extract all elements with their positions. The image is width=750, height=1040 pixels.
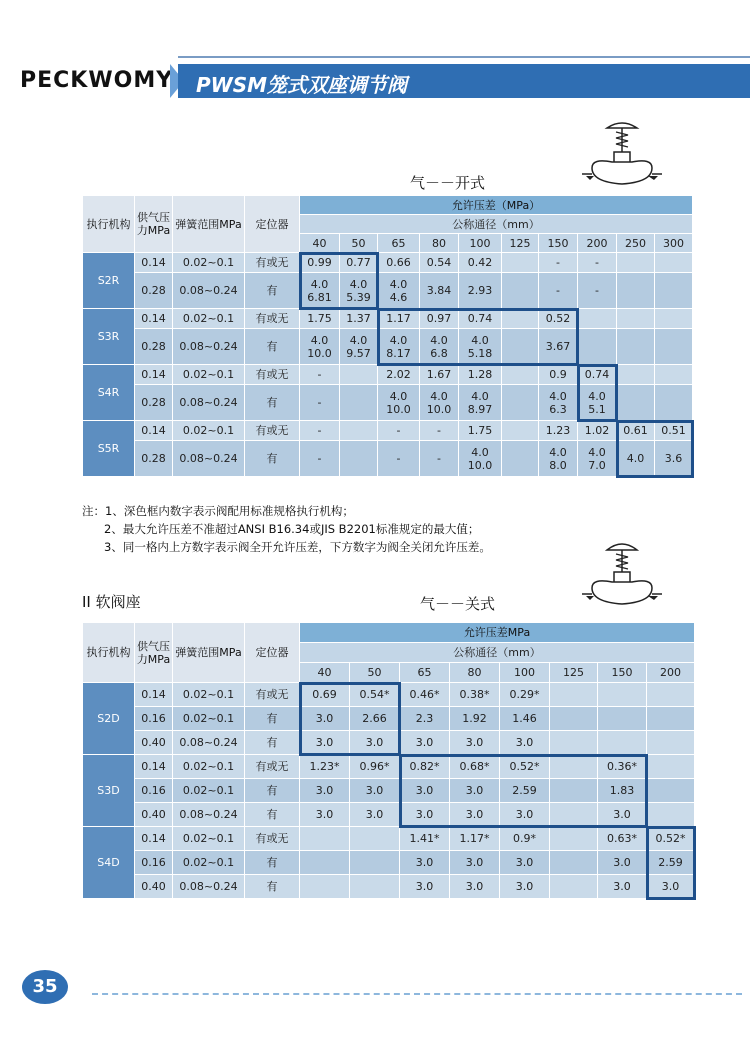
- row-supply: 0.16: [135, 851, 173, 875]
- value-cell: [340, 421, 378, 441]
- row-supply: 0.14: [135, 365, 173, 385]
- header-diameter: 公称通径（mm）: [300, 643, 695, 663]
- diameter-cell: 250: [617, 234, 655, 253]
- value-cell: 1.83: [598, 779, 647, 803]
- row-supply: 0.14: [135, 309, 173, 329]
- table-row: [83, 421, 693, 441]
- value-cell: [550, 827, 598, 851]
- value-cell: 0.9*: [500, 827, 550, 851]
- value-cell: 3.0: [647, 875, 695, 899]
- table-row: [83, 779, 695, 803]
- row-supply: 0.14: [135, 827, 173, 851]
- value-cell: [598, 731, 647, 755]
- diameter-cell: 125: [550, 663, 598, 683]
- note-3: 3、同一格内上方数字表示阀全开允许压差，下方数字为阀全关闭允许压差。: [104, 540, 491, 554]
- diameter-cell: 100: [459, 234, 502, 253]
- row-supply: 0.14: [135, 421, 173, 441]
- value-cell: [502, 329, 539, 365]
- value-cell: [502, 273, 539, 309]
- value-cell: [550, 731, 598, 755]
- value-cell: [617, 309, 655, 329]
- value-cell: [647, 731, 695, 755]
- row-supply: 0.14: [135, 755, 173, 779]
- table-row: [83, 875, 695, 899]
- diameter-cell: 80: [450, 663, 500, 683]
- diameter-cell: 300: [655, 234, 693, 253]
- header-supply: 供气压力MPa: [135, 623, 173, 683]
- table-row: [83, 253, 693, 273]
- row-pos: 有或无: [245, 827, 300, 851]
- value-cell: [647, 779, 695, 803]
- row-spring: 0.02~0.1: [173, 707, 245, 731]
- row-supply: 0.28: [135, 441, 173, 477]
- row-supply: 0.14: [135, 253, 173, 273]
- valve-icon: [582, 538, 662, 616]
- notes: [82, 502, 491, 556]
- value-cell: 0.54: [420, 253, 459, 273]
- row-pos: 有: [245, 779, 300, 803]
- value-cell: 0.9: [539, 365, 578, 385]
- row-pos: 有或无: [245, 365, 300, 385]
- row-spring: 0.08~0.24: [173, 803, 245, 827]
- value-cell: 1.02: [578, 421, 617, 441]
- value-cell: 1.92: [450, 707, 500, 731]
- table1: [82, 195, 693, 477]
- value-cell: 4.0 10.0: [378, 385, 420, 421]
- value-cell: 3.0: [300, 731, 350, 755]
- value-cell: 1.28: [459, 365, 502, 385]
- value-cell: 3.0: [598, 803, 647, 827]
- page-title: PWSM笼式双座调节阀: [196, 73, 408, 97]
- value-cell: [350, 875, 400, 899]
- row-spring: 0.02~0.1: [173, 827, 245, 851]
- table-row: [83, 329, 693, 365]
- value-cell: [647, 755, 695, 779]
- value-cell: -: [539, 273, 578, 309]
- value-cell: 3.0: [350, 731, 400, 755]
- value-cell: 1.17: [378, 309, 420, 329]
- value-cell: 3.0: [598, 851, 647, 875]
- diameter-cell: 100: [500, 663, 550, 683]
- value-cell: 3.84: [420, 273, 459, 309]
- table-row: [83, 803, 695, 827]
- value-cell: 3.0: [400, 851, 450, 875]
- value-cell: [350, 827, 400, 851]
- diameter-cell: 50: [350, 663, 400, 683]
- value-cell: 0.42: [459, 253, 502, 273]
- row-supply: 0.28: [135, 385, 173, 421]
- value-cell: 0.61: [617, 421, 655, 441]
- diameter-cell: 80: [420, 234, 459, 253]
- row-supply: 0.14: [135, 683, 173, 707]
- value-cell: 0.52: [539, 309, 578, 329]
- actuator-label: S4D: [83, 827, 135, 899]
- value-cell: 3.0: [500, 731, 550, 755]
- value-cell: [617, 385, 655, 421]
- value-cell: [598, 683, 647, 707]
- value-cell: 0.68*: [450, 755, 500, 779]
- diameter-cell: 150: [598, 663, 647, 683]
- value-cell: [655, 329, 693, 365]
- value-cell: 0.36*: [598, 755, 647, 779]
- value-cell: 1.75: [459, 421, 502, 441]
- value-cell: 1.46: [500, 707, 550, 731]
- table1-caption: 气－－开式: [410, 174, 486, 192]
- row-pos: 有: [245, 329, 300, 365]
- diameter-cell: 40: [300, 234, 340, 253]
- value-cell: [502, 441, 539, 477]
- value-cell: 3.6: [655, 441, 693, 477]
- value-cell: 4.0 6.81: [300, 273, 340, 309]
- value-cell: 1.23*: [300, 755, 350, 779]
- row-pos: 有: [245, 707, 300, 731]
- table-row: [83, 441, 693, 477]
- header-rule: [178, 56, 750, 58]
- row-spring: 0.08~0.24: [173, 273, 245, 309]
- row-supply: 0.28: [135, 273, 173, 309]
- value-cell: -: [300, 365, 340, 385]
- header-actuator: 执行机构: [83, 623, 135, 683]
- value-cell: 4.0 7.0: [578, 441, 617, 477]
- row-supply: 0.40: [135, 803, 173, 827]
- value-cell: 0.74: [578, 365, 617, 385]
- row-pos: 有: [245, 875, 300, 899]
- diameter-cell: 150: [539, 234, 578, 253]
- diameter-cell: 40: [300, 663, 350, 683]
- header-positioner: 定位器: [245, 623, 300, 683]
- value-cell: 3.0: [350, 779, 400, 803]
- value-cell: [655, 365, 693, 385]
- header-supply: 供气压力MPa: [135, 196, 173, 253]
- row-pos: 有: [245, 385, 300, 421]
- row-pos: 有或无: [245, 421, 300, 441]
- row-supply: 0.40: [135, 731, 173, 755]
- value-cell: [550, 683, 598, 707]
- value-cell: 1.37: [340, 309, 378, 329]
- row-spring: 0.02~0.1: [173, 309, 245, 329]
- value-cell: 0.97: [420, 309, 459, 329]
- value-cell: 4.0 4.6: [378, 273, 420, 309]
- value-cell: 4.0 10.0: [300, 329, 340, 365]
- value-cell: [502, 421, 539, 441]
- table-row: [83, 851, 695, 875]
- diameter-cell: 125: [502, 234, 539, 253]
- table-row: [83, 683, 695, 707]
- row-supply: 0.16: [135, 779, 173, 803]
- value-cell: [647, 707, 695, 731]
- value-cell: [550, 779, 598, 803]
- value-cell: [617, 365, 655, 385]
- note-2: 2、最大允许压差不准超过ANSI B16.34或JIS B2201标准规定的最大值；: [104, 522, 480, 536]
- row-pos: 有: [245, 273, 300, 309]
- value-cell: 4.0 8.17: [378, 329, 420, 365]
- table-row: [83, 365, 693, 385]
- table-row: [83, 755, 695, 779]
- value-cell: -: [539, 253, 578, 273]
- header-actuator: 执行机构: [83, 196, 135, 253]
- value-cell: 3.67: [539, 329, 578, 365]
- value-cell: [502, 365, 539, 385]
- value-cell: -: [378, 441, 420, 477]
- value-cell: [655, 253, 693, 273]
- value-cell: [647, 683, 695, 707]
- value-cell: 0.46*: [400, 683, 450, 707]
- value-cell: -: [578, 273, 617, 309]
- table-row: [83, 273, 693, 309]
- value-cell: 2.3: [400, 707, 450, 731]
- header-positioner: 定位器: [245, 196, 300, 253]
- value-cell: 2.59: [500, 779, 550, 803]
- value-cell: 3.0: [350, 803, 400, 827]
- row-supply: 0.40: [135, 875, 173, 899]
- table-row: [83, 707, 695, 731]
- value-cell: 0.54*: [350, 683, 400, 707]
- actuator-label: S2D: [83, 683, 135, 755]
- value-cell: 3.0: [450, 779, 500, 803]
- row-spring: 0.08~0.24: [173, 385, 245, 421]
- diameter-cell: 200: [647, 663, 695, 683]
- value-cell: -: [300, 385, 340, 421]
- header-spring: 弹簧范围MPa: [173, 623, 245, 683]
- table2-caption: 气－－关式: [420, 595, 496, 613]
- note-1: 注：1、深色框内数字表示阀配用标准规格执行机构；: [82, 504, 354, 518]
- value-cell: 2.02: [378, 365, 420, 385]
- row-pos: 有或无: [245, 683, 300, 707]
- value-cell: [300, 827, 350, 851]
- value-cell: -: [578, 253, 617, 273]
- value-cell: 2.59: [647, 851, 695, 875]
- section-label: II 软阀座: [82, 593, 141, 611]
- actuator-label: S2R: [83, 253, 135, 309]
- row-spring: 0.08~0.24: [173, 875, 245, 899]
- page-number: 35: [22, 970, 68, 1004]
- diameter-cell: 200: [578, 234, 617, 253]
- row-spring: 0.08~0.24: [173, 731, 245, 755]
- row-pos: 有或无: [245, 755, 300, 779]
- value-cell: [655, 309, 693, 329]
- value-cell: [550, 803, 598, 827]
- value-cell: [647, 803, 695, 827]
- value-cell: [502, 385, 539, 421]
- row-spring: 0.02~0.1: [173, 755, 245, 779]
- value-cell: 0.66: [378, 253, 420, 273]
- value-cell: 4.0 5.18: [459, 329, 502, 365]
- value-cell: 4.0: [617, 441, 655, 477]
- row-spring: 0.02~0.1: [173, 253, 245, 273]
- diameter-cell: 65: [400, 663, 450, 683]
- value-cell: 3.0: [400, 875, 450, 899]
- value-cell: [578, 329, 617, 365]
- value-cell: [550, 707, 598, 731]
- actuator-label: S4R: [83, 365, 135, 421]
- value-cell: 3.0: [400, 731, 450, 755]
- table2: [82, 622, 695, 899]
- diameter-cell: 65: [378, 234, 420, 253]
- value-cell: 3.0: [450, 875, 500, 899]
- value-cell: 4.0 10.0: [420, 385, 459, 421]
- value-cell: 4.0 5.39: [340, 273, 378, 309]
- value-cell: [598, 707, 647, 731]
- value-cell: 3.0: [598, 875, 647, 899]
- table-row: [83, 309, 693, 329]
- value-cell: 1.75: [300, 309, 340, 329]
- value-cell: 2.66: [350, 707, 400, 731]
- table-row: [83, 385, 693, 421]
- value-cell: [617, 273, 655, 309]
- value-cell: 0.52*: [647, 827, 695, 851]
- row-pos: 有或无: [245, 309, 300, 329]
- value-cell: 3.0: [500, 875, 550, 899]
- value-cell: 0.63*: [598, 827, 647, 851]
- value-cell: [578, 309, 617, 329]
- value-cell: -: [378, 421, 420, 441]
- value-cell: 1.23: [539, 421, 578, 441]
- row-pos: 有或无: [245, 253, 300, 273]
- row-supply: 0.16: [135, 707, 173, 731]
- value-cell: 0.74: [459, 309, 502, 329]
- value-cell: [502, 253, 539, 273]
- value-cell: [300, 875, 350, 899]
- row-pos: 有: [245, 851, 300, 875]
- value-cell: 0.99: [300, 253, 340, 273]
- value-cell: 1.17*: [450, 827, 500, 851]
- value-cell: 0.51: [655, 421, 693, 441]
- header-spring: 弹簧范围MPa: [173, 196, 245, 253]
- value-cell: 1.41*: [400, 827, 450, 851]
- value-cell: 3.0: [300, 707, 350, 731]
- row-spring: 0.08~0.24: [173, 329, 245, 365]
- value-cell: -: [300, 441, 340, 477]
- value-cell: 3.0: [300, 803, 350, 827]
- value-cell: 4.0 6.3: [539, 385, 578, 421]
- actuator-label: S3D: [83, 755, 135, 827]
- value-cell: 3.0: [450, 731, 500, 755]
- valve-icon: [582, 118, 662, 196]
- row-spring: 0.02~0.1: [173, 683, 245, 707]
- value-cell: [340, 441, 378, 477]
- value-cell: [350, 851, 400, 875]
- value-cell: 4.0 5.1: [578, 385, 617, 421]
- value-cell: [340, 385, 378, 421]
- value-cell: [550, 875, 598, 899]
- header-allowed-pressure: 允许压差（MPa）: [300, 196, 693, 215]
- value-cell: 0.69: [300, 683, 350, 707]
- value-cell: 3.0: [400, 803, 450, 827]
- value-cell: 4.0 10.0: [459, 441, 502, 477]
- value-cell: 0.52*: [500, 755, 550, 779]
- row-pos: 有: [245, 731, 300, 755]
- value-cell: [617, 253, 655, 273]
- header-diameter: 公称通径（mm）: [300, 215, 693, 234]
- value-cell: -: [420, 441, 459, 477]
- value-cell: [655, 385, 693, 421]
- value-cell: 4.0 8.97: [459, 385, 502, 421]
- value-cell: [300, 851, 350, 875]
- row-supply: 0.28: [135, 329, 173, 365]
- row-spring: 0.02~0.1: [173, 365, 245, 385]
- value-cell: 1.67: [420, 365, 459, 385]
- row-pos: 有: [245, 803, 300, 827]
- value-cell: 3.0: [500, 803, 550, 827]
- actuator-label: S3R: [83, 309, 135, 365]
- value-cell: [617, 329, 655, 365]
- row-spring: 0.02~0.1: [173, 779, 245, 803]
- value-cell: 0.38*: [450, 683, 500, 707]
- value-cell: 0.77: [340, 253, 378, 273]
- value-cell: 4.0 8.0: [539, 441, 578, 477]
- value-cell: 2.93: [459, 273, 502, 309]
- row-spring: 0.02~0.1: [173, 851, 245, 875]
- value-cell: -: [300, 421, 340, 441]
- value-cell: [340, 365, 378, 385]
- value-cell: 0.82*: [400, 755, 450, 779]
- value-cell: 4.0 6.8: [420, 329, 459, 365]
- row-spring: 0.08~0.24: [173, 441, 245, 477]
- row-spring: 0.02~0.1: [173, 421, 245, 441]
- value-cell: 3.0: [500, 851, 550, 875]
- value-cell: 4.0 9.57: [340, 329, 378, 365]
- value-cell: -: [420, 421, 459, 441]
- table-row: [83, 731, 695, 755]
- diameter-cell: 50: [340, 234, 378, 253]
- table-row: [83, 827, 695, 851]
- value-cell: [502, 309, 539, 329]
- row-pos: 有: [245, 441, 300, 477]
- value-cell: 0.96*: [350, 755, 400, 779]
- brand-logo: PECKWOMY: [20, 68, 174, 93]
- value-cell: [655, 273, 693, 309]
- value-cell: 3.0: [450, 851, 500, 875]
- value-cell: 3.0: [450, 803, 500, 827]
- value-cell: [550, 755, 598, 779]
- value-cell: [550, 851, 598, 875]
- actuator-label: S5R: [83, 421, 135, 477]
- value-cell: 3.0: [300, 779, 350, 803]
- value-cell: 0.29*: [500, 683, 550, 707]
- footer-dashed-rule: [92, 993, 742, 995]
- value-cell: 3.0: [400, 779, 450, 803]
- header-allowed-pressure: 允许压差MPa: [300, 623, 695, 643]
